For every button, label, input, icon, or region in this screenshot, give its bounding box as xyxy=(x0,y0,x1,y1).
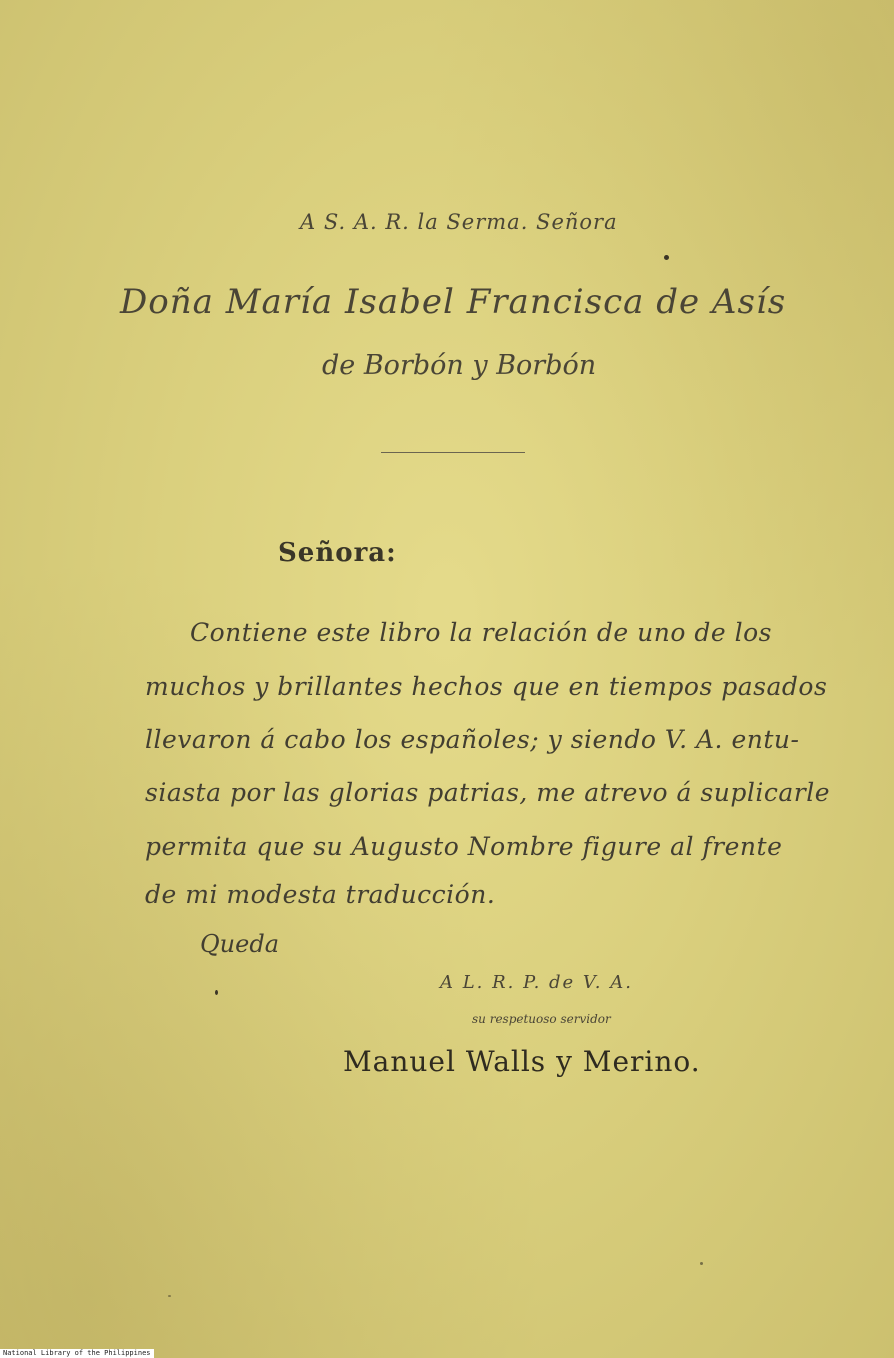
dedicatee-name-line-2: de Borbón y Borbón xyxy=(322,350,597,381)
signature: Manuel Walls y Merino. xyxy=(343,1045,701,1078)
body-line: Contiene este libro la relación de uno de los xyxy=(190,618,772,647)
salutation: Señora: xyxy=(278,538,397,568)
paper-speck xyxy=(168,1295,171,1297)
section-divider xyxy=(381,452,525,453)
closing-word: Queda xyxy=(200,930,280,958)
body-line: de mi modesta traducción. xyxy=(145,880,496,909)
paper-speck xyxy=(700,1262,703,1265)
body-line: muchos y brillantes hechos que en tiempos pasados xyxy=(145,672,828,701)
library-watermark: National Library of the Philippines xyxy=(0,1349,154,1358)
closing-initials: A L. R. P. de V. A. xyxy=(440,972,633,993)
body-line: siasta por las glorias patrias, me atrevo á suplicarle xyxy=(145,778,830,807)
dedicatee-name-line-1: Doña María Isabel Francisca de Asís xyxy=(120,282,787,322)
body-line: permita que su Augusto Nombre figure al frente xyxy=(145,832,783,861)
paper-speck xyxy=(664,255,669,260)
body-line: llevaron á cabo los españoles; y siendo V. A. entu- xyxy=(145,725,800,754)
address-line: A S. A. R. la Serma. Señora xyxy=(300,210,618,234)
paper-speck xyxy=(215,990,218,995)
closing-role: su respetuoso servidor xyxy=(472,1012,611,1026)
